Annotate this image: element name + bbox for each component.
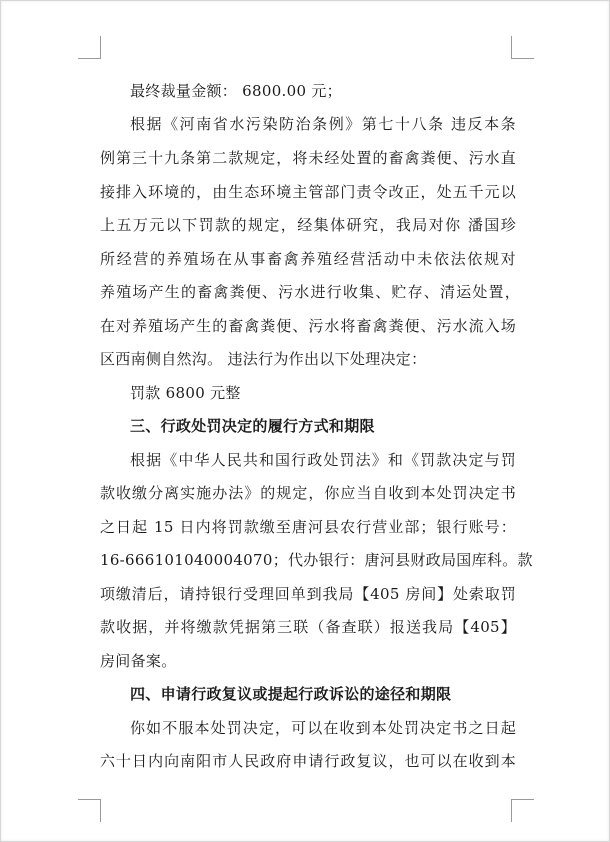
paragraph-line: 房间备案。 xyxy=(100,652,177,670)
final-amount-line: 最终裁量金额： 6800.00 元； xyxy=(130,82,342,100)
paragraph-line: 例第三十九条第二款规定，将未经处置的畜禽粪便、污水直 xyxy=(100,149,516,167)
bank-account-line: 16-666101040004070；代办银行：唐河县财政局国库科。款 xyxy=(100,551,533,569)
paragraph-line: 六十日内向南阳市人民政府申请行政复议，也可以在收到本 xyxy=(100,752,516,770)
paragraph-line: 上五万元以下罚款的规定，经集体研究，我局对你 潘国珍 xyxy=(100,216,516,234)
paragraph-line: 根据《河南省水污染防治条例》第七十八条 违反本条 xyxy=(130,115,516,133)
fine-amount-line: 罚款 6800 元整 xyxy=(130,384,241,402)
paragraph-line: 款收据，并将缴款凭据第三联（备查联）报送我局【405】 xyxy=(100,618,516,636)
paragraph-line: 项缴清后，请持银行受理回单到我局【405 房间】处索取罚 xyxy=(100,585,516,603)
paragraph-line: 根据《中华人民共和国行政处罚法》和《罚款决定与罚 xyxy=(130,451,516,469)
paragraph-line: 款收缴分离实施办法》的规定，你应当自收到本处罚决定书 xyxy=(100,484,516,502)
paragraph-line: 接排入环境的，由生态环境主管部门责令改正，处五千元以 xyxy=(100,183,516,201)
paragraph-line: 区西南侧自然沟。 违法行为作出以下处理决定： xyxy=(100,350,427,368)
crop-mark-bottom-right xyxy=(511,799,534,822)
paragraph-line: 你如不服本处罚决定，可以在收到本处罚决定书之日起 xyxy=(130,719,516,737)
section-heading-4: 四、申请行政复议或提起行政诉讼的途径和期限 xyxy=(130,685,452,703)
section-heading-3: 三、行政处罚决定的履行方式和期限 xyxy=(130,417,375,435)
crop-mark-bottom-left xyxy=(78,799,101,822)
crop-mark-top-left xyxy=(78,36,101,59)
paragraph-line: 之日起 15 日内将罚款缴至唐河县农行营业部；银行账号： xyxy=(100,518,516,536)
paragraph-line: 养殖场产生的畜禽粪便、污水进行收集、贮存、清运处置， xyxy=(100,283,520,301)
paragraph-line: 所经营的养殖场在从事畜禽养殖经营活动中未依法依规对 xyxy=(100,250,516,268)
crop-mark-top-right xyxy=(511,36,534,59)
paragraph-line: 在对养殖场产生的畜禽粪便、污水将畜禽粪便、污水流入场 xyxy=(100,317,516,335)
